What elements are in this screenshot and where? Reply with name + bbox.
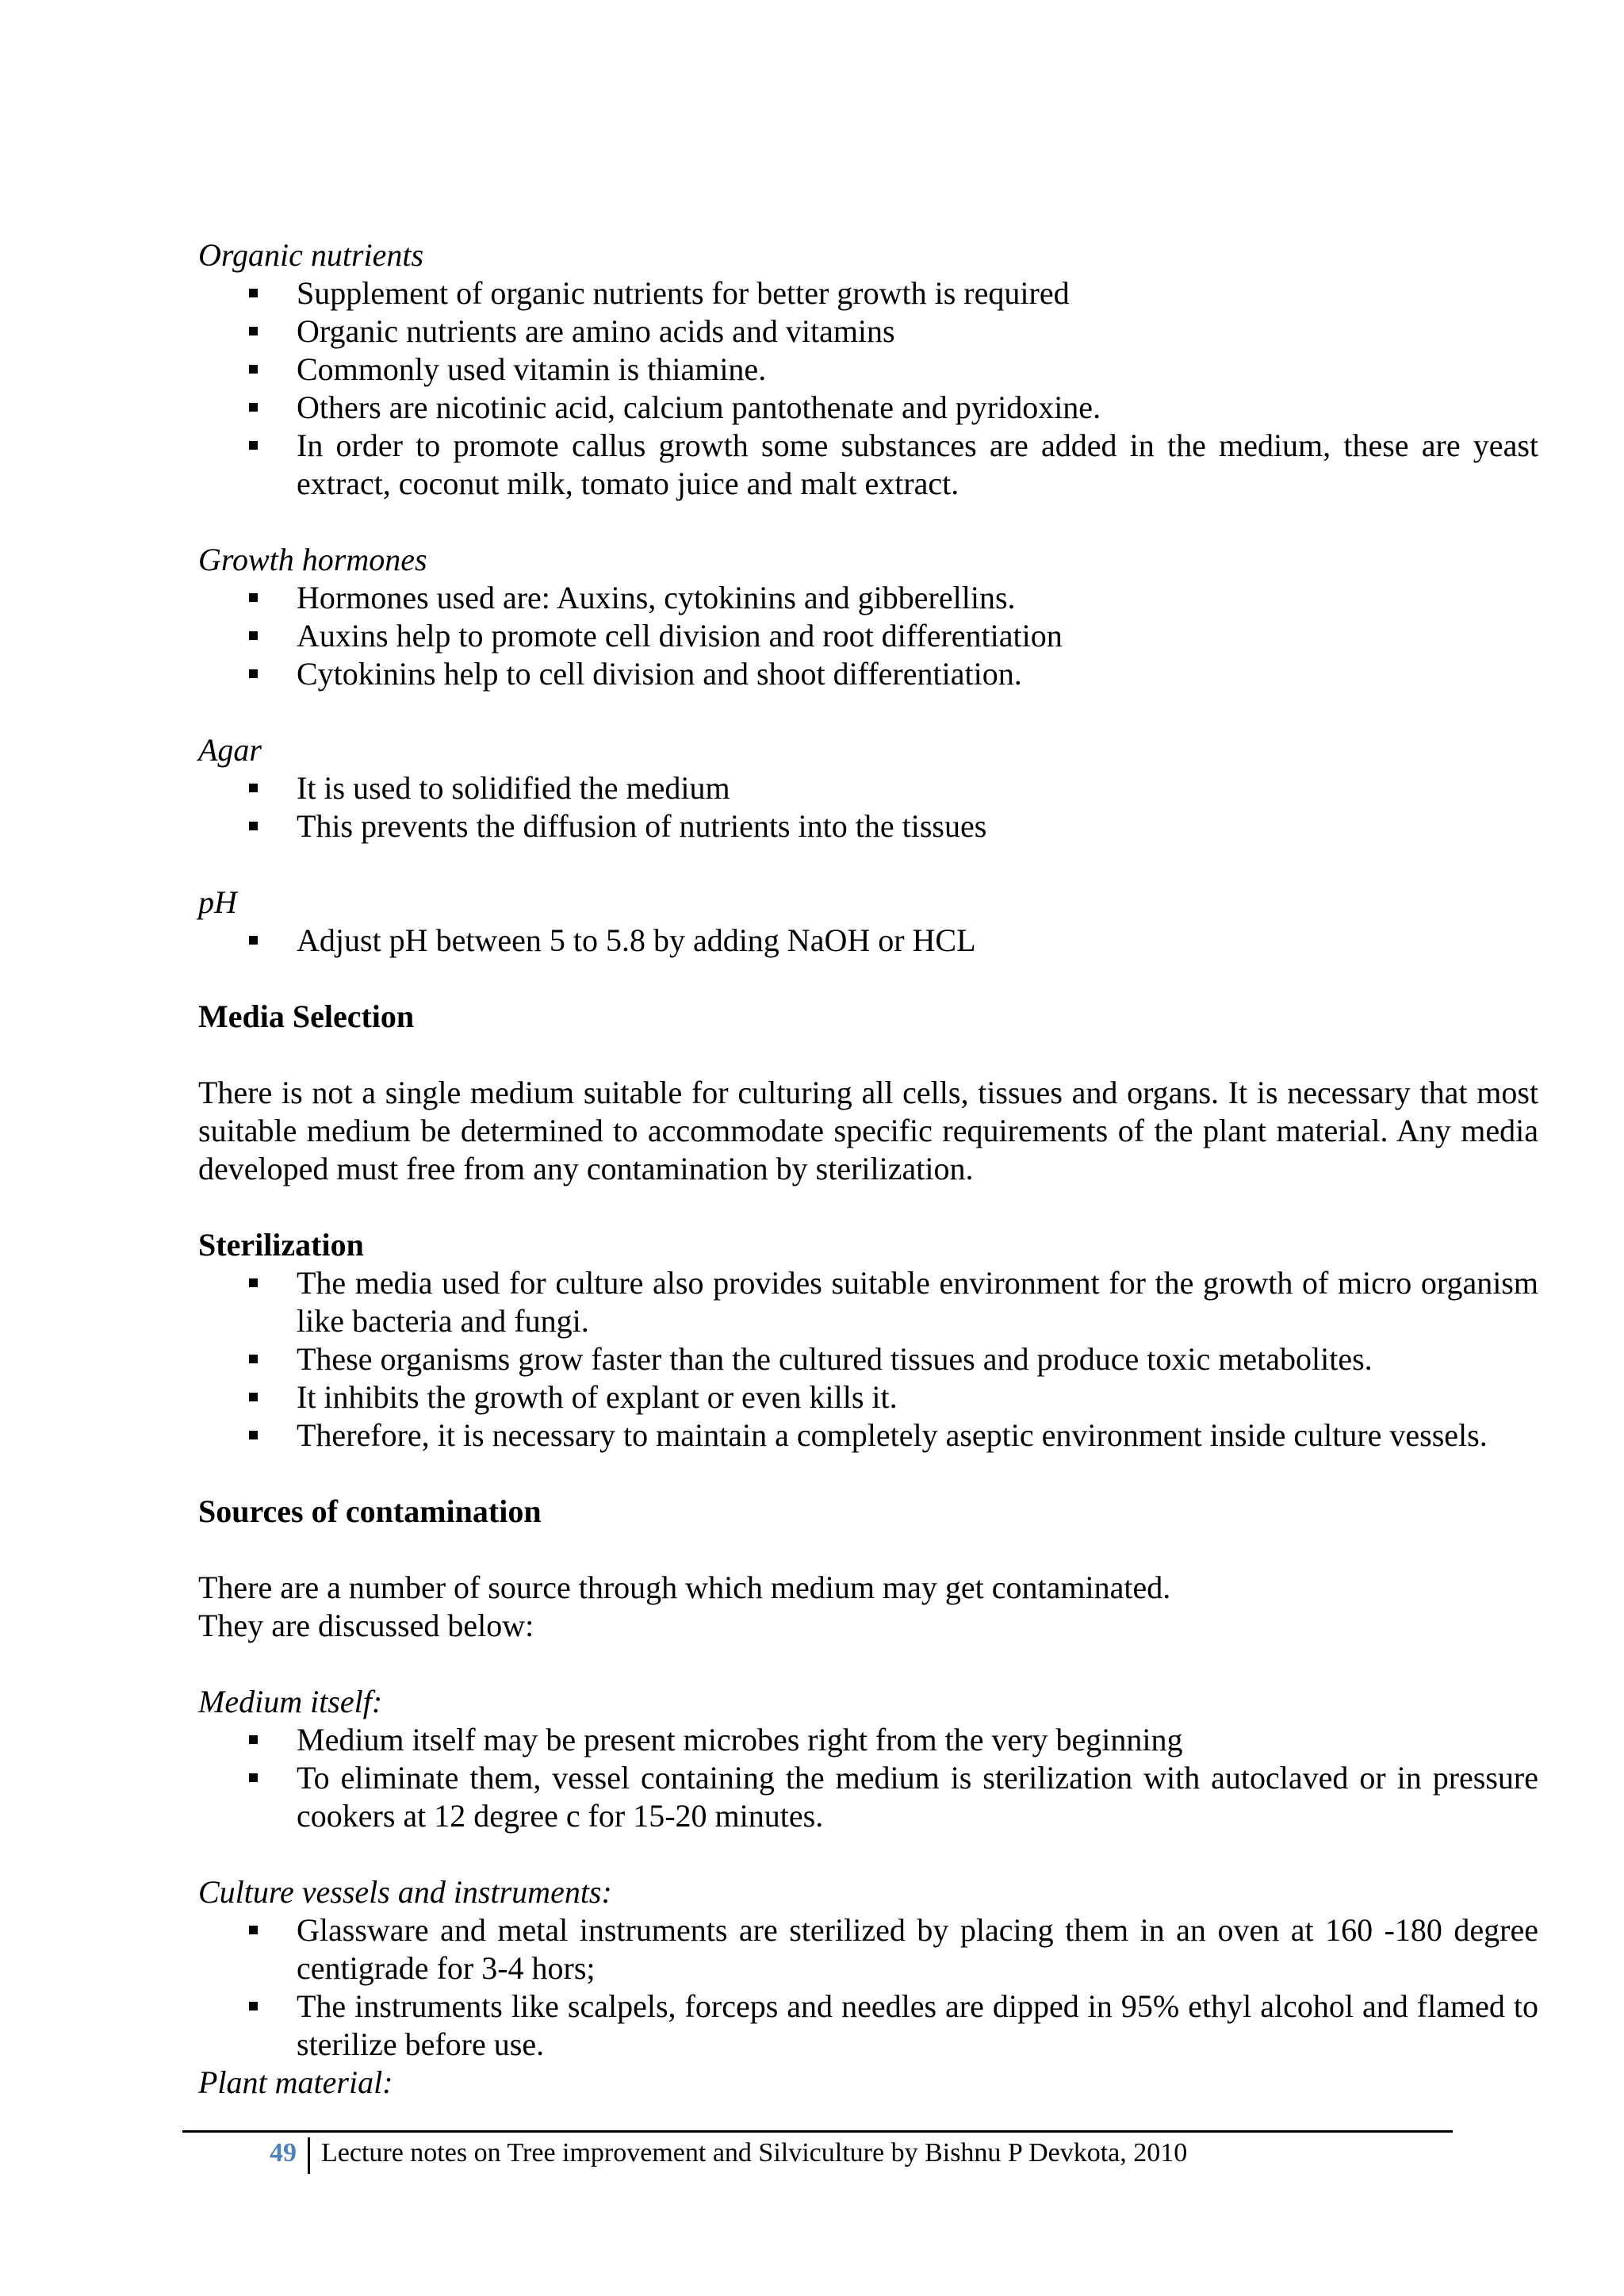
culture-vessels-list bbox=[198, 1911, 1538, 2064]
square-bullet-icon bbox=[249, 327, 258, 335]
square-bullet-icon bbox=[249, 403, 258, 412]
section-title-ph: pH bbox=[198, 884, 237, 920]
sterilization-list bbox=[198, 1264, 1538, 1455]
section-title-medium-itself: Medium itself: bbox=[198, 1684, 383, 1719]
footer-rule bbox=[182, 2130, 1453, 2133]
list-item: Hormones used are: Auxins, cytokinins and gibberellins. bbox=[198, 579, 1538, 617]
page-footer bbox=[182, 2130, 1453, 2174]
growth-hormones-list bbox=[198, 579, 1538, 693]
section-title-organic-nutrients: Organic nutrients bbox=[198, 237, 424, 273]
contamination-intro-line: There are a number of source through which medium may get contaminated. bbox=[198, 1570, 1171, 1605]
list-item: The media used for culture also provides suitable environment for the growth of micro organism like bacteria and fungi. bbox=[198, 1264, 1538, 1340]
list-item: Adjust pH between 5 to 5.8 by adding NaOH or HCL bbox=[198, 922, 1538, 960]
list-item: Cytokinins help to cell division and shoot differentiation. bbox=[198, 655, 1538, 693]
list-item: Others are nicotinic acid, calcium pantothenate and pyridoxine. bbox=[198, 389, 1538, 427]
square-bullet-icon bbox=[249, 1926, 258, 1934]
square-bullet-icon bbox=[249, 593, 258, 602]
square-bullet-icon bbox=[249, 669, 258, 678]
list-item: In order to promote callus growth some substances are added in the medium, these are yeast extract, coconut milk, tomato juice and malt extract. bbox=[198, 427, 1538, 503]
square-bullet-icon bbox=[249, 1735, 258, 1744]
list-item: To eliminate them, vessel containing the medium is sterilization with autoclaved or in pressure cookers at 12 degree c for 15-20 minutes. bbox=[198, 1759, 1538, 1835]
ph-list bbox=[198, 922, 1538, 960]
square-bullet-icon bbox=[249, 441, 258, 450]
section-title-growth-hormones: Growth hormones bbox=[198, 542, 427, 577]
square-bullet-icon bbox=[249, 1355, 258, 1363]
square-bullet-icon bbox=[249, 2002, 258, 2010]
square-bullet-icon bbox=[249, 822, 258, 830]
list-item: Medium itself may be present microbes right from the very beginning bbox=[198, 1721, 1538, 1759]
list-item: It inhibits the growth of explant or even kills it. bbox=[198, 1378, 1538, 1416]
square-bullet-icon bbox=[249, 1773, 258, 1782]
medium-itself-list bbox=[198, 1721, 1538, 1835]
square-bullet-icon bbox=[249, 1278, 258, 1287]
list-item: Commonly used vitamin is thiamine. bbox=[198, 351, 1538, 389]
organic-nutrients-list bbox=[198, 274, 1538, 503]
list-item: The instruments like scalpels, forceps and needles are dipped in 95% ethyl alcohol and flamed to sterilize before use. bbox=[198, 1987, 1538, 2064]
list-item: Therefore, it is necessary to maintain a completely aseptic environment inside culture vessels. bbox=[198, 1416, 1538, 1455]
section-title-culture-vessels: Culture vessels and instruments: bbox=[198, 1874, 612, 1910]
footer-text: Lecture notes on Tree improvement and Silviculture by Bishnu P Devkota, 2010 bbox=[321, 2138, 1188, 2168]
footer-row bbox=[270, 2137, 1453, 2174]
section-title-plant-material: Plant material: bbox=[198, 2064, 393, 2100]
square-bullet-icon bbox=[249, 365, 258, 374]
list-item: This prevents the diffusion of nutrients into the tissues bbox=[198, 807, 1538, 845]
section-title-sterilization: Sterilization bbox=[198, 1227, 364, 1263]
list-item: It is used to solidified the medium bbox=[198, 769, 1538, 807]
section-title-sources-of-contamination: Sources of contamination bbox=[198, 1493, 542, 1529]
square-bullet-icon bbox=[249, 631, 258, 640]
square-bullet-icon bbox=[249, 289, 258, 297]
list-item: Auxins help to promote cell division and root differentiation bbox=[198, 617, 1538, 655]
list-item: Glassware and metal instruments are sterilized by placing them in an oven at 160 -180 degree centigrade for 3-4 hors; bbox=[198, 1911, 1538, 1987]
square-bullet-icon bbox=[249, 936, 258, 945]
page-content bbox=[198, 236, 1538, 2102]
section-title-agar: Agar bbox=[198, 732, 262, 768]
square-bullet-icon bbox=[249, 1393, 258, 1401]
square-bullet-icon bbox=[249, 1431, 258, 1439]
square-bullet-icon bbox=[249, 784, 258, 792]
media-selection-paragraph: There is not a single medium suitable for culturing all cells, tissues and organs. It is necessary that most suitable medium be determined to accommodate specific requirements of the plant material. Any media developed must free from any contamination by sterilization. bbox=[198, 1075, 1538, 1186]
contamination-intro-line: They are discussed below: bbox=[198, 1608, 534, 1643]
list-item: Supplement of organic nutrients for better growth is required bbox=[198, 274, 1538, 312]
agar-list bbox=[198, 769, 1538, 845]
list-item: Organic nutrients are amino acids and vitamins bbox=[198, 312, 1538, 351]
list-item: These organisms grow faster than the cultured tissues and produce toxic metabolites. bbox=[198, 1340, 1538, 1378]
section-title-media-selection: Media Selection bbox=[198, 999, 415, 1034]
page-number: 49 bbox=[270, 2137, 310, 2174]
